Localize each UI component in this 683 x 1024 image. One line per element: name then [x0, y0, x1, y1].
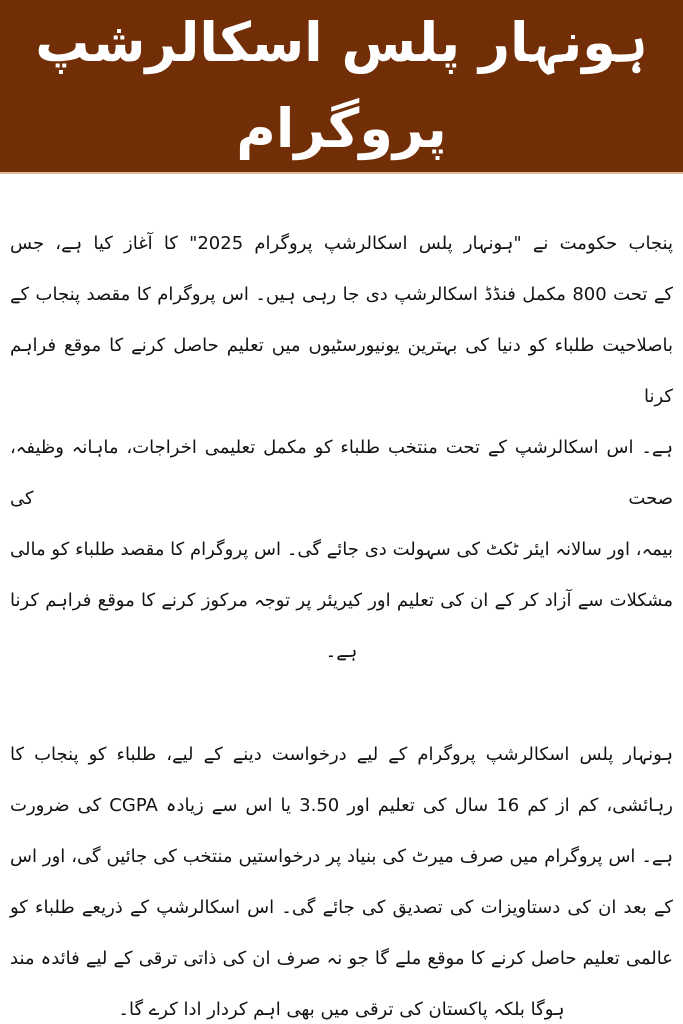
banner-title-line-1: ہونہار پلس اسکالرشپ: [35, 11, 648, 74]
paragraph-line-last: ہوگا بلکہ پاکستان کی ترقی میں بھی اہم کردار ادا کرے گا۔: [118, 999, 565, 1020]
paragraph-line: ہونہار پلس اسکالرشپ پروگرام کے لیے درخواست دینے کے لیے، طلباء کو پنجاب کا: [10, 744, 673, 765]
paragraph-line: رہائشی، کم از کم 16 سال کی تعلیم اور 3.50 یا اس سے زیادہ CGPA کی ضرورت: [10, 795, 673, 816]
paragraph-line: مشکلات سے آزاد کر کے ان کی تعلیم اور کیریئر پر توجہ مرکوز کرنے کا موقع فراہم کرنا: [10, 590, 673, 611]
paragraph-line: ہے۔ اس پروگرام میں صرف میرٹ کی بنیاد پر درخواستیں منتخب کی جائیں گی، اور اس: [10, 846, 673, 867]
paragraph-line: عالمی تعلیم حاصل کرنے کا موقع ملے گا جو نہ صرف ان کی ذاتی ترقی کے لیے فائدہ مند: [10, 948, 673, 969]
paragraph-line: کے تحت 800 مکمل فنڈڈ اسکالرشپ دی جا رہی ہیں۔ اس پروگرام کا مقصد پنجاب کے: [10, 284, 673, 305]
paragraph-line: کے بعد ان کی دستاویزات کی تصدیق کی جائے گی۔ اس اسکالرشپ کے ذریعے طلباء کو: [10, 897, 673, 918]
banner-title-line-2: پروگرام: [236, 97, 447, 160]
paragraph-line: پنجاب حکومت نے "ہونہار پلس اسکالرشپ پروگرام 2025" کا آغاز کیا ہے، جس: [10, 233, 673, 254]
paragraph-eligibility: [10, 729, 673, 1024]
article-body: [0, 174, 683, 1024]
paragraph-line: ہے۔ اس اسکالرشپ کے تحت منتخب طلباء کو مکمل تعلیمی اخراجات، ماہانہ وظیفہ، صحت کی: [10, 437, 673, 509]
paragraph-line-last: ہے۔: [325, 641, 358, 662]
paragraph-intro: [10, 218, 673, 677]
paragraph-line: بیمہ، اور سالانہ ایئر ٹکٹ کی سہولت دی جائے گی۔ اس پروگرام کا مقصد طلباء کو مالی: [10, 539, 673, 560]
header-banner: [0, 0, 683, 174]
paragraph-line: باصلاحیت طلباء کو دنیا کی بہترین یونیورسٹیوں میں تعلیم حاصل کرنے کا موقع فراہم کرنا: [10, 335, 673, 407]
